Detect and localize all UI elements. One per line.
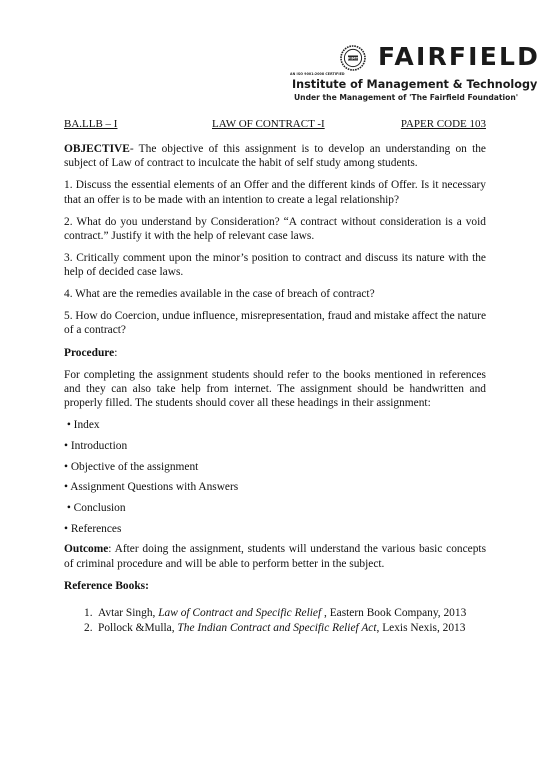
institute-name: Institute of Management & Technology [292, 78, 538, 91]
assignment-body [64, 142, 486, 636]
procedure-text: For completing the assignment students should refer to the books mentioned in references and they can also take help from internet. The assignment should be handwritten and properly filled. The students should cover all these headings in their assignment: [64, 368, 486, 410]
reference-item: 2. Pollock &Mulla, The Indian Contract and Specific Relief Act, Lexis Nexis, 2013 [84, 622, 466, 635]
svg-text:FIMT: FIMT [347, 55, 359, 61]
reference-item: 1. Avtar Singh, Law of Contract and Specific Relief , Eastern Book Company, 2013 [84, 606, 467, 619]
institute-seal-icon [340, 45, 366, 71]
heading-item: • Introduction [64, 439, 128, 452]
question-3: 3. Critically comment upon the minor’s position to contract and discuss its nature with the help of decided case laws. [64, 251, 486, 279]
letterhead [290, 42, 541, 102]
reference-title: The Indian Contract and Specific Relief Act [177, 622, 377, 635]
management-line: Under the Management of 'The Fairfield Foundation' [294, 93, 519, 102]
objective-paragraph [64, 142, 486, 170]
iso-caption: AN ISO 9001:2008 CERTIFIED [290, 72, 345, 76]
question-2: 2. What do you understand by Consideration? “A contract without consideration is a void contract.” Justify it with the help of relevant case laws. [64, 215, 486, 242]
outcome-text: : After doing the assignment, students will understand the various basic concepts of criminal procedure and will be able to perform better in the subject. [64, 543, 486, 570]
objective-label: OBJECTIVE [64, 143, 130, 155]
reference-title: Law of Contract and Specific Relief [158, 606, 322, 619]
objective-text: - The objective of this assignment is to develop an understanding on the subject of Law of contract to inculcate the habit of self study among students. [64, 143, 486, 170]
outcome-label: Outcome [64, 543, 109, 556]
paper-code-label: PAPER CODE 103 [400, 118, 486, 130]
references-label: Reference Books [64, 579, 146, 592]
procedure-heading: Procedure: [64, 346, 118, 359]
question-4: 4. What are the remedies available in the case of breach of contract? [64, 288, 375, 301]
question-1: 1. Discuss the essential elements of an Offer and the different kinds of Offer. Is it necessary that an offer is to be made with an intention to create a legal relationship? [64, 179, 486, 206]
heading-item: • Index [64, 419, 100, 432]
references-heading: Reference Books: [64, 579, 149, 592]
procedure-label: Procedure [64, 346, 115, 359]
course-label: BA.LLB – I [64, 118, 118, 130]
heading-item: • Objective of the assignment [64, 460, 199, 473]
heading-item: • Assignment Questions with Answers [64, 481, 239, 494]
heading-item: • Conclusion [64, 501, 126, 514]
heading-item: • References [64, 522, 122, 535]
reference-list [64, 606, 486, 635]
outcome-paragraph [64, 542, 486, 570]
subject-label: LAW OF CONTRACT -I [212, 118, 325, 130]
assignment-header [64, 118, 486, 132]
brand-name: FAIRFIELD [378, 42, 541, 71]
question-5: 5. How do Coercion, undue influence, misrepresentation, fraud and mistake affect the nature of a contract? [64, 310, 486, 337]
